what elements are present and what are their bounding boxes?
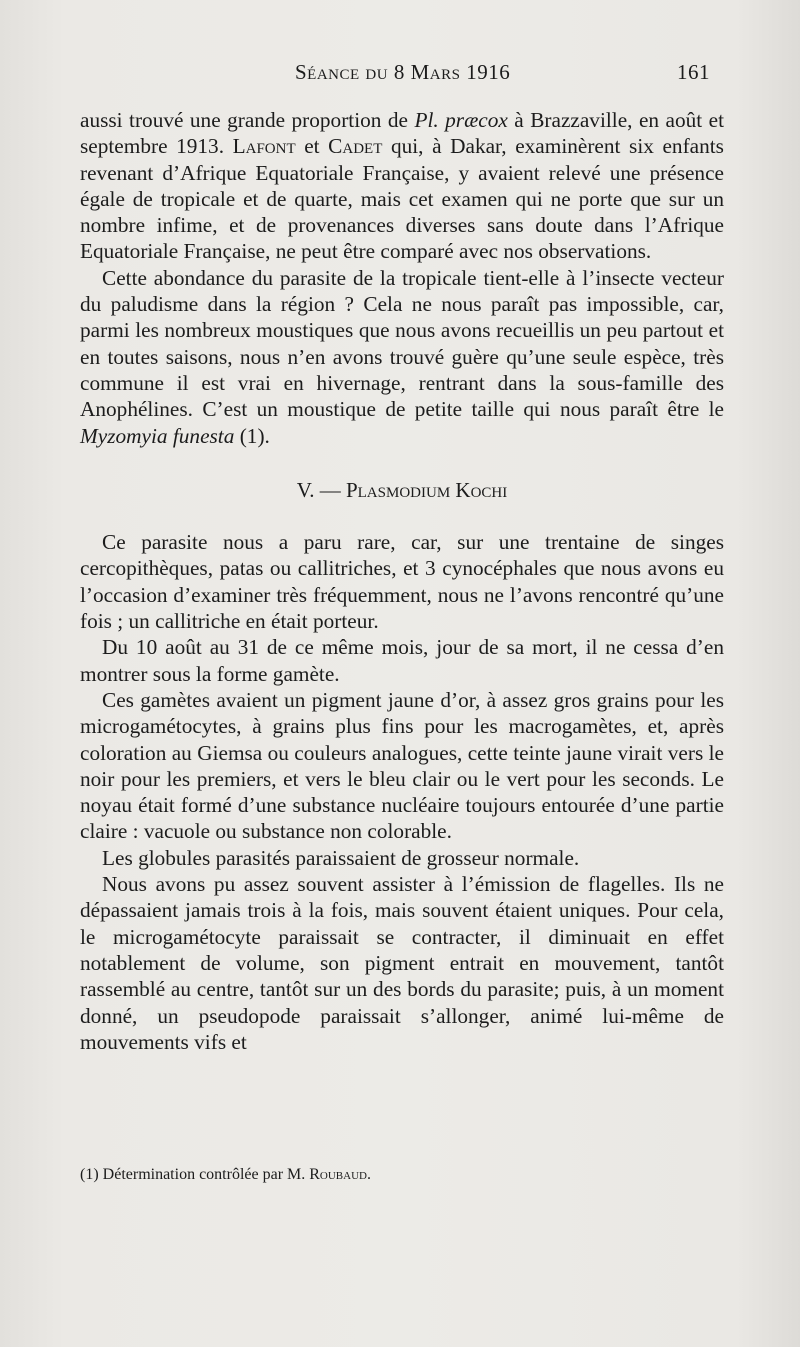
footnote-author: Roubaud: [309, 1166, 367, 1183]
author-name: Cadet: [328, 134, 383, 159]
body-text: [80, 107, 724, 1055]
text-run: qui, à Dakar, examinèrent six enfants revenant d’Afrique Equatoriale Française, y avaient relevé une présence égale de tropicale et de quarte, mais cet examen qui ne porte que sur un nombre infime, et de provenances diverses sans doute dans l’Afrique Equatoriale Française, ne peut être comparé avec nos observations.: [80, 134, 724, 264]
paragraph: Ces gamètes avaient un pigment jaune d’or, à assez gros grains pour les microgamétocytes, à grains plus fins pour les macrogamètes, et, après coloration au Giemsa ou couleurs analogues, cette teinte jaune virait vers le noir pour les premiers, et vers le bleu clair ou le vert pour les seconds. Le noyau était formé d’une substance nucléaire toujours entourée d’une partie claire : vacuole ou substance non colorable.: [80, 687, 724, 844]
running-header: [80, 60, 710, 90]
section-heading: [80, 477, 724, 503]
text-run: et: [295, 134, 329, 159]
paragraph: Nous avons pu assez souvent assister à l’émission de flagelles. Ils ne dépassaient jamais trois à la fois, mais souvent étaient uniques. Pour cela, le microgamétocyte paraissait se contracter, il diminuait en effet notablement de volume, son pigment entrait en mouvement, tantôt rassemblé au centre, tantôt sur un des bords du parasite; puis, à un moment donné, un pseudopode paraissait s’allonger, animé lui-même de mouvements vifs et: [80, 872, 724, 1054]
paragraph: [80, 107, 724, 265]
footnote-end: .: [366, 1166, 371, 1183]
species-name: Myzomyia funesta: [80, 423, 235, 448]
paragraph: Ce parasite nous a paru rare, car, sur une trentaine de singes cercopithèques, patas ou callitriches, et 3 cynocéphales que nous avons eu l’occasion d’examiner très fréquemment, nous ne l’avons rencontré qu’une fois ; un callitriche en était porteur.: [80, 530, 724, 634]
paragraph: [80, 265, 724, 449]
species-name: Pl. præcox: [414, 108, 508, 132]
paragraph: Du 10 août au 31 de ce même mois, jour de sa mort, il ne cessa d’en montrer sous la forme gamète.: [80, 635, 724, 686]
text-run: Cette abondance du parasite de la tropicale tient-elle à l’insecte vecteur du paludisme dans la région ? Cela ne nous paraît pas impossible, car, parmi les nombreux moustiques que nous avons recueillis un peu partout et en toutes saisons, nous n’en avons trouvé guère qu’une seule espèce, très commune il est vrai en hivernage, rentrant dans la sous-famille des Anophélines. C’est un moustique de petite taille qui nous paraît être le: [80, 265, 724, 422]
section-title: Plasmodium Kochi: [345, 477, 508, 502]
running-title: Séance du 8 Mars 1916: [295, 60, 511, 84]
text-run: à Brazzaville, en août et septembre 1913.: [80, 108, 724, 159]
page-number: 161: [677, 60, 710, 84]
footnote-text: (1) Détermination contrôlée par M.: [80, 1166, 310, 1183]
footnote-ref: (1).: [234, 423, 270, 448]
paragraph: Les globules parasités paraissaient de grosseur normale.: [102, 845, 580, 870]
text-run: aussi trouvé une grande proportion de: [80, 108, 415, 132]
section-number: V. —: [296, 477, 346, 502]
footnote: [80, 1166, 720, 1184]
author-name: Lafont: [232, 134, 296, 159]
